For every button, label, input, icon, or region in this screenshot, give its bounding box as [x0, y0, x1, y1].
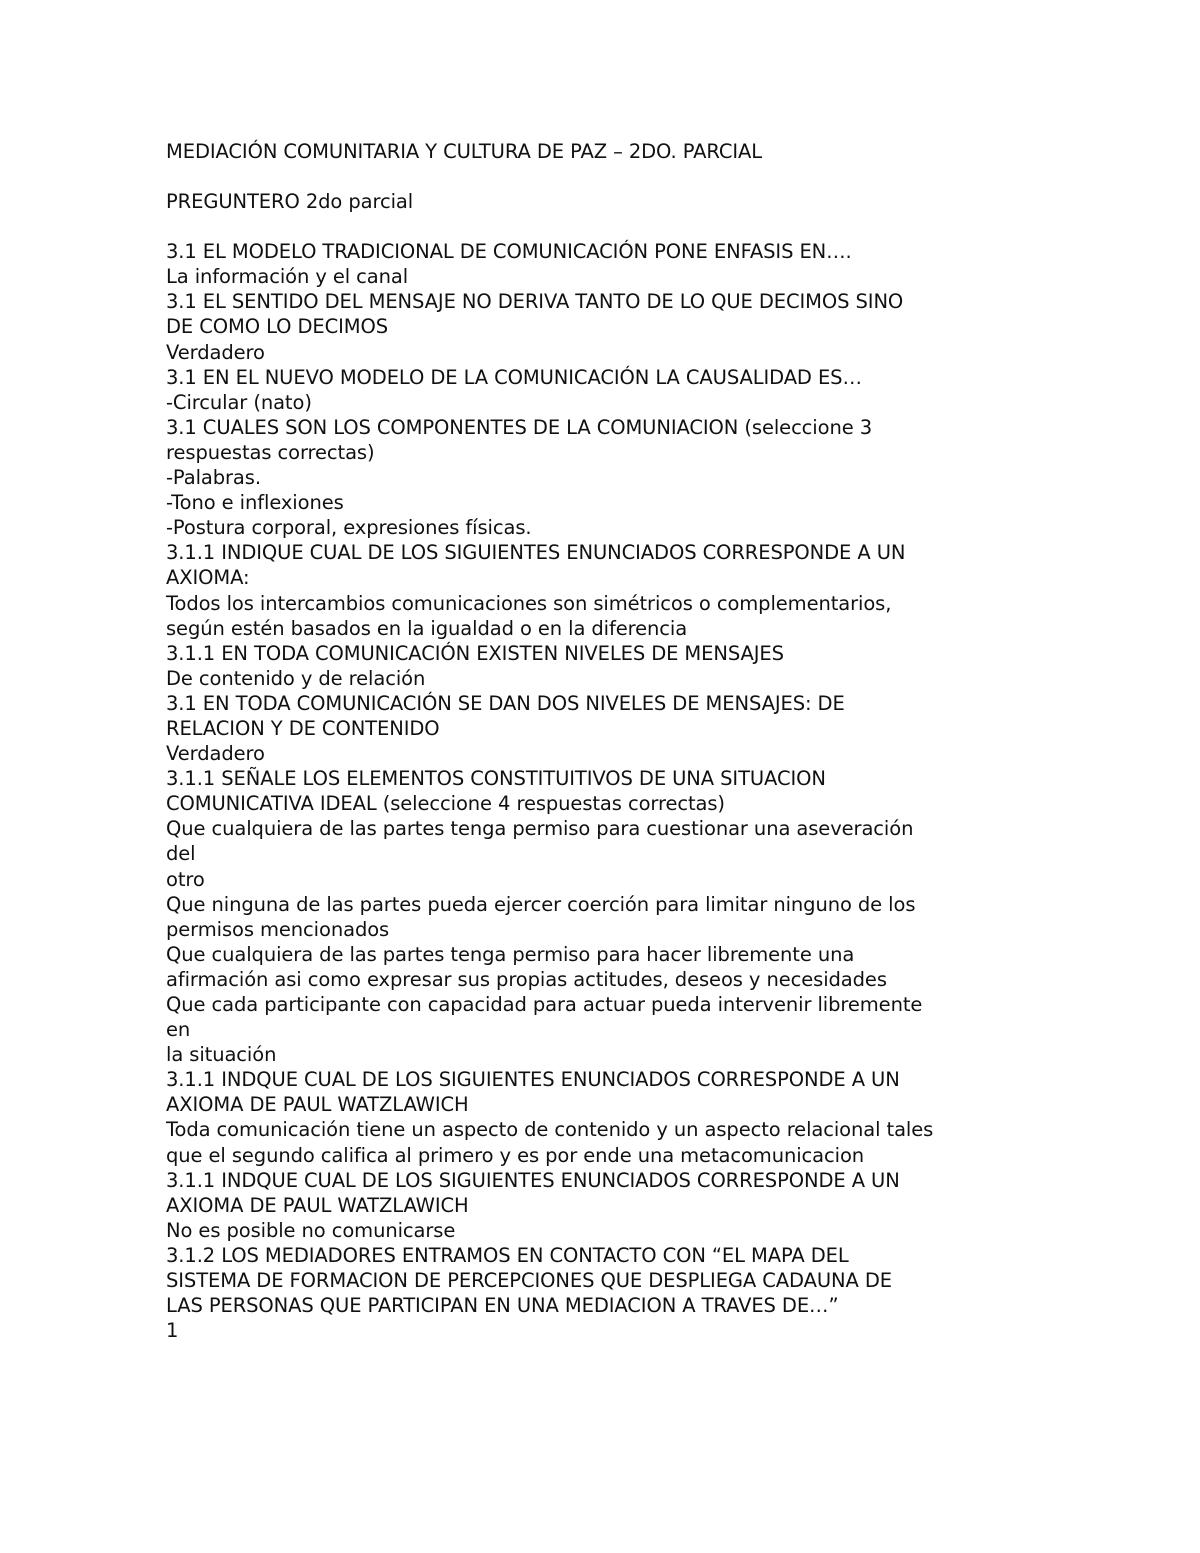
text-line: SISTEMA DE FORMACION DE PERCEPCIONES QUE DESPLIEGA CADAUNA DE [166, 1269, 892, 1293]
text-line: -Tono e inflexiones [166, 491, 344, 515]
text-line: 3.1.1 SEÑALE LOS ELEMENTOS CONSTITUITIVOS DE UNA SITUACION [166, 767, 826, 791]
text-line: DE COMO LO DECIMOS [166, 315, 389, 339]
text-line: La información y el canal [166, 265, 409, 289]
text-line: 3.1.1 EN TODA COMUNICACIÓN EXISTEN NIVELES DE MENSAJES [166, 641, 784, 665]
text-line: 3.1.1 INDIQUE CUAL DE LOS SIGUIENTES ENUNCIADOS CORRESPONDE A UN [166, 541, 906, 565]
text-line: permisos mencionados [166, 917, 390, 941]
text-line: Que cada participante con capacidad para actuar pueda intervenir libremente [166, 993, 923, 1016]
text-line: Verdadero [166, 742, 265, 766]
text-line: AXIOMA DE PAUL WATZLAWICH [166, 1093, 469, 1117]
text-line: LAS PERSONAS QUE PARTICIPAN EN UNA MEDIACION A TRAVES DE…” [166, 1294, 839, 1318]
text-line: -Palabras. [166, 466, 261, 490]
text-line: 3.1.1 INDQUE CUAL DE LOS SIGUIENTES ENUNCIADOS CORRESPONDE A UN [166, 1068, 900, 1092]
text-line: 3.1 EN EL NUEVO MODELO DE LA COMUNICACIÓN LA CAUSALIDAD ES… [166, 365, 862, 389]
text-line: que el segundo califica al primero y es por ende una metacomunicacion [166, 1143, 865, 1167]
text-line: RELACION Y DE CONTENIDO [166, 716, 440, 740]
document-body [166, 139, 1046, 1343]
text-line: según estén basados en la igualdad o en la diferencia [166, 616, 688, 640]
text-line: otro [166, 867, 205, 891]
text-line: Que ninguna de las partes pueda ejercer coerción para limitar ninguno de los [166, 892, 916, 916]
text-line: la situación [166, 1043, 277, 1067]
text-line: 3.1 EL MODELO TRADICIONAL DE COMUNICACIÓN PONE ENFASIS EN…. [166, 240, 852, 264]
text-line: 3.1.1 INDQUE CUAL DE LOS SIGUIENTES ENUNCIADOS CORRESPONDE A UN [166, 1168, 900, 1192]
text-line: 3.1 EL SENTIDO DEL MENSAJE NO DERIVA TANTO DE LO QUE DECIMOS SINO [166, 290, 904, 314]
text-line: Que cualquiera de las partes tenga permiso para cuestionar una aseveración [166, 817, 914, 841]
text-line: del [166, 842, 196, 866]
text-line: Que cualquiera de las partes tenga permiso para hacer libremente una [166, 942, 855, 966]
text-line: 3.1 CUALES SON LOS COMPONENTES DE LA COMUNIACION (seleccione 3 [166, 415, 873, 439]
text-line: AXIOMA DE PAUL WATZLAWICH [166, 1193, 469, 1217]
text-line: De contenido y de relación [166, 666, 426, 690]
text-line: COMUNICATIVA IDEAL (seleccione 4 respuestas correctas) [166, 792, 725, 816]
text-line: -Postura corporal, expresiones físicas. [166, 516, 532, 540]
text-line: respuestas correctas) [166, 440, 375, 464]
text-line: AXIOMA: [166, 566, 250, 590]
text-line: -Circular (nato) [166, 390, 312, 414]
text-line: Verdadero [166, 340, 265, 364]
text-line: 3.1.2 LOS MEDIADORES ENTRAMOS EN CONTACTO CON “EL MAPA DEL [166, 1243, 849, 1267]
text-line: Todos los intercambios comunicaciones son simétricos o complementarios, [166, 591, 892, 615]
page-number: 1 [166, 1319, 179, 1343]
text-line: No es posible no comunicarse [166, 1218, 456, 1242]
document-subtitle: PREGUNTERO 2do parcial [166, 190, 414, 214]
document-title: MEDIACIÓN COMUNITARIA Y CULTURA DE PAZ – 2DO. PARCIAL [166, 140, 763, 163]
text-line: en [166, 1018, 191, 1042]
text-line: Toda comunicación tiene un aspecto de contenido y un aspecto relacional tales [166, 1118, 934, 1142]
text-line: afirmación asi como expresar sus propias actitudes, deseos y necesidades [166, 967, 887, 991]
question-list [166, 239, 1046, 1318]
text-line: 3.1 EN TODA COMUNICACIÓN SE DAN DOS NIVELES DE MENSAJES: DE [166, 691, 845, 715]
